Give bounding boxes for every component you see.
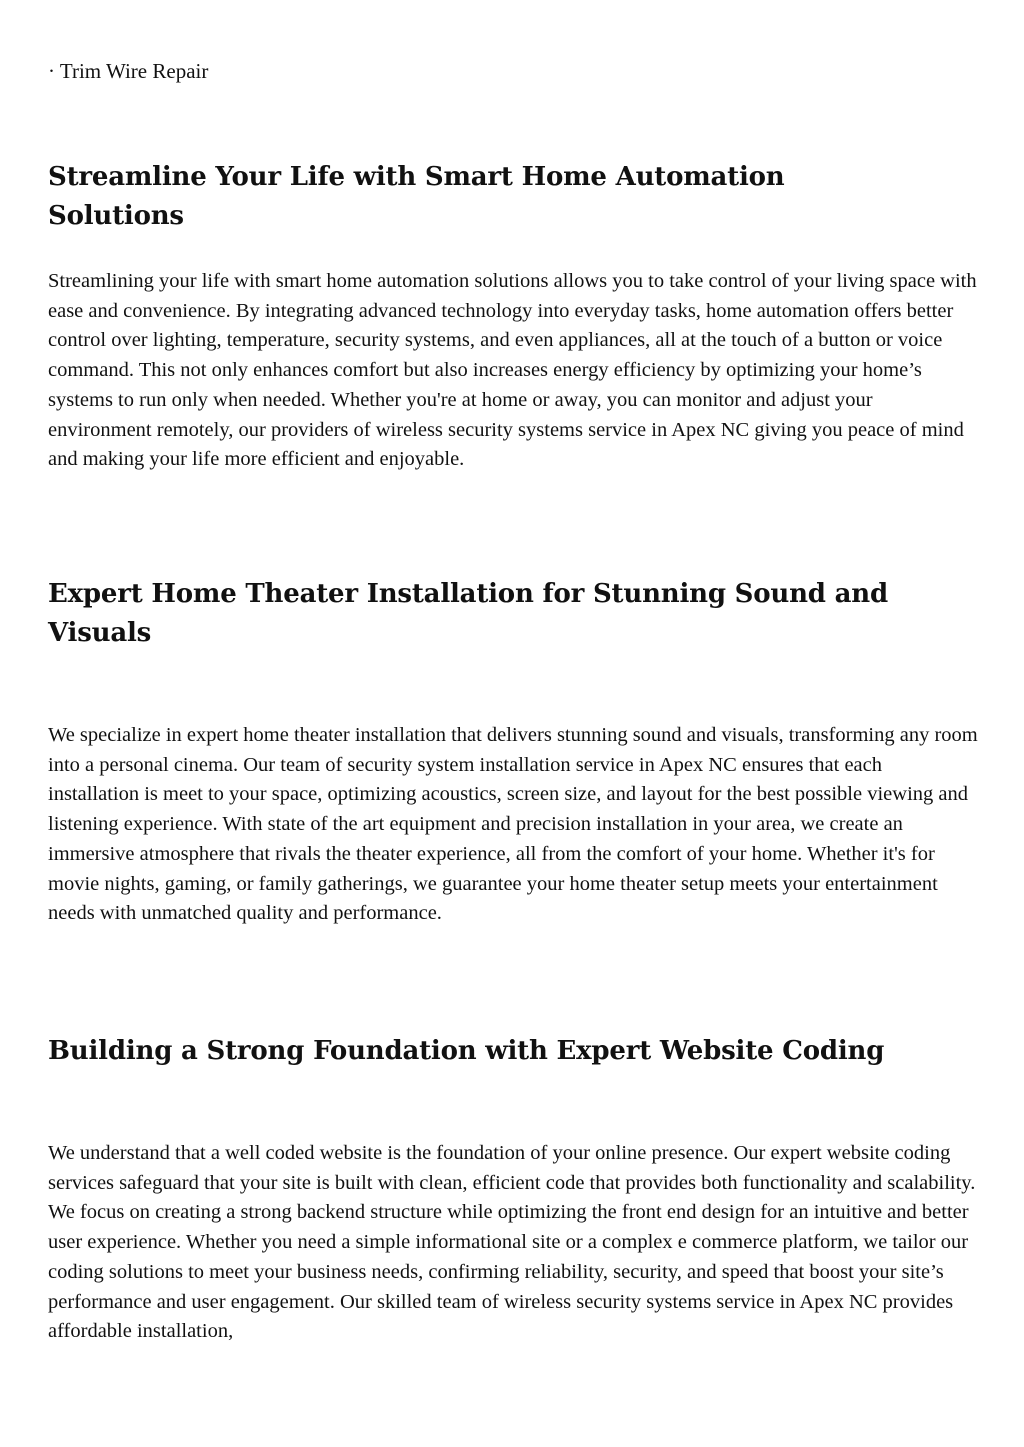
list-item-trim-wire-repair: · Trim Wire Repair [48, 59, 209, 83]
heading-smart-home-automation: Streamline Your Life with Smart Home Automation Solutions [48, 162, 785, 231]
paragraph-website-coding: We understand that a well coded website is the foundation of your online presence. Our expert website coding services safeguard that your site is built with clean, efficient code that provides both functionality and scalability. We focus on creating a strong backend structure while optimizing the front end design for an intuitive and better user experience. Whether you need a simple informational site or a complex e commerce platform, we tailor our coding solutions to meet your business needs, confirming reliability, security, and speed that boost your site’s performance and user engagement. Our skilled team of wireless security systems service in Apex NC provides affordable installation, [48, 1142, 976, 1343]
paragraph-home-theater-installation: We specialize in expert home theater installation that delivers stunning sound and visuals, transforming any room into a personal cinema. Our team of security system installation service in Apex NC ensures that each installation is meet to your space, optimizing acoustics, screen size, and layout for the best possible viewing and listening experience. With state of the art equipment and precision installation in your area, we create an immersive atmosphere that rivals the theater experience, all from the comfort of your home. Whether it's for movie nights, gaming, or family gatherings, we guarantee your home theater setup meets your entertainment needs with unmatched quality and performance. [48, 724, 978, 925]
paragraph-smart-home-automation: Streamlining your life with smart home automation solutions allows you to take control of your living space with ease and convenience. By integrating advanced technology into everyday tasks, home automation offers better control over lighting, temperature, security systems, and even appliances, all at the touch of a button or voice command. This not only enhances comfort but also increases energy efficiency by optimizing your home’s systems to run only when needed. Whether you're at home or away, you can monitor and adjust your environment remotely, our providers of wireless security systems service in Apex NC giving you peace of mind and making your life more efficient and enjoyable. [48, 270, 977, 471]
heading-home-theater-installation: Expert Home Theater Installation for Stunning Sound and Visuals [48, 579, 888, 648]
heading-website-coding: Building a Strong Foundation with Expert Website Coding [48, 1036, 885, 1066]
